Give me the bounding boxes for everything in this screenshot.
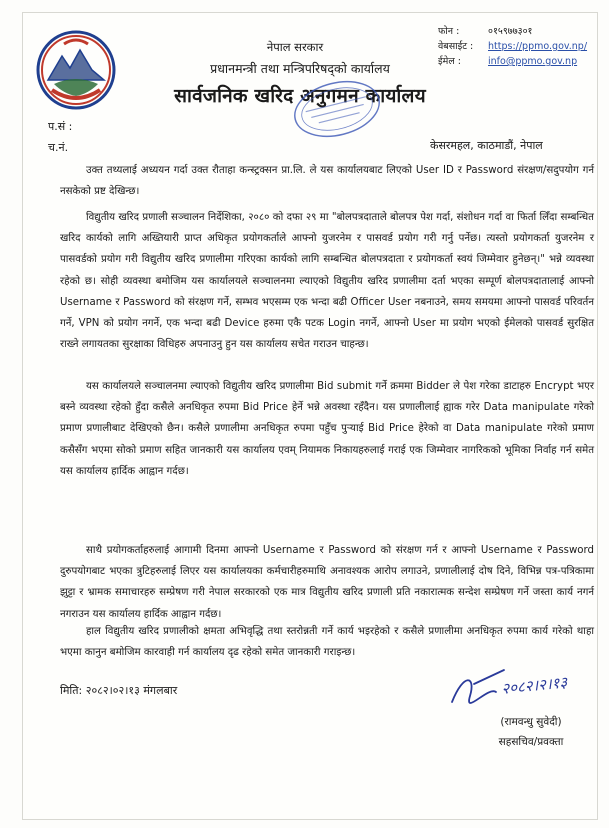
- handwritten-signature: [444, 662, 594, 712]
- body-paragraph-3: यस कार्यालयले सञ्चालनमा ल्याएको विद्युतीय खरिद प्रणालीमा Bid submit गर्ने क्रममा Bidder ले पेश गरेका डाटाहरु Encrypt भएर बस्ने व्यवस्था रहेको हुँदा कसैले अनधिकृत रुपमा Bid Price हेर्ने भन्ने अवस्था रहँदैन। यस प्रणालीलाई ह्याक गरेर Data manipulate गरेको प्रमाण प्रणालीबाट देखिएको छैन। कसैले प्रणालीमा अनधिकृत रुपमा पहुँच पुऱ्याई Bid Price हेरेको वा Data manipulate गरेको प्रमाण कसैसँग भएमा सोको प्रमाण सहित जानकारी यस कार्यालय एवम् नियामक निकायहरुलाई गराई एक जिम्मेवार नागरिकको भूमिका निर्वाह गर्न समेत यस कार्यालय हार्दिक आह्वान गर्दछ।: [60, 381, 594, 477]
- contact-block: [438, 24, 598, 69]
- letter-number: प.सं :: [48, 120, 73, 133]
- signatory-name: (रामवन्धु सुवेदी): [500, 716, 562, 728]
- email-row: [438, 54, 598, 69]
- handwritten-date: २०८२।२।१३: [500, 673, 569, 698]
- email-link[interactable]: info@ppmo.gov.np: [488, 56, 578, 67]
- website-label: वेबसाईट :: [438, 41, 474, 52]
- body-paragraph-2: विद्युतीय खरिद प्रणाली सञ्चालन निर्देशिका, २०८० को दफा २९ मा "बोलपत्रदाताले बोलपत्र पेश गर्दा, संशोधन गर्दा वा फिर्ता लिँदा सम्बन्धित खरिद कार्यको लागि अख्तियारी प्राप्त अधिकृत प्रयोगकर्ताले आफ्नो युजरनेम र पासवर्ड प्रयोग गरी गर्नु पर्नेछ। त्यस्तो प्रयोगकर्ता युजरनेम र पासवर्डको प्रयोग गरी विद्युतीय खरिद प्रणालीमा गरिएका कार्यको लागि सम्बन्धित बोलपत्रदाता र प्रयोगकर्ता स्वयं जिम्मेवार हुनेछन्।" भन्ने व्यवस्था रहेको छ। सोही व्यवस्था बमोजिम यस कार्यालयले सञ्चालनमा ल्याएको विद्युतीय खरिद प्रणालीमा दर्ता भएका सम्पूर्ण बोलपत्रदातालाई आफ्नो Username र Password को संरक्षण गर्ने, सम्भव भएसम्म एक भन्दा बढी Officer User नबनाउने, समय समयमा आफ्नो पासवर्ड परिवर्तन गर्ने, VPN को प्रयोग नगर्ने, एक भन्दा बढी Device हरुमा एकै पटक Login नगर्ने, आफ्नो User मा प्रयोग भएको ईमेलको पासवर्ड सुरक्षित राख्ने लगायतका सुरक्षाका विधिहरु अपनाउनु हुन यस कार्यालय सचेत गराउन चाहन्छ।: [60, 212, 594, 351]
- phone-number: ०१५९७७३०१: [488, 26, 533, 37]
- body-paragraph-5: हाल विद्युतीय खरिद प्रणालीको क्षमता अभिवृद्धि तथा स्तरोन्नती गर्ने कार्य भइरहेको र कसैले प्रणालीमा अनधिकृत रुपमा कार्य गरेको थाहा भएमा कानुन बमोजिम कारवाही गर्न कार्यालय दृढ रहेको समेत जानकारी गराइन्छ।: [60, 626, 594, 659]
- body-paragraph-4: साथै प्रयोगकर्ताहरुलाई आगामी दिनमा आफ्नो Username र Password को संरक्षण गर्न र आफ्नो Username र Password दुरुपयोगबाट भएका त्रुटिहरुलाई लिएर यस कार्यालयका कर्मचारीहरुमाथि अनावश्यक आरोप लगाउने, प्रणालीलाई दोष दिने, विभिन्न पत्र-पत्रिकामा झुट्टा र भ्रामक समाचारहरु सम्प्रेषण गरी नेपाल सरकारको एक मात्र विद्युतीय खरिद प्रणाली प्रति नकारात्मक सन्देश सम्प्रेषण गर्ने जस्ता कार्य नगर्न नगराउन यस कार्यालय हार्दिक आह्वान गर्दछ।: [60, 545, 594, 620]
- website-link[interactable]: https://ppmo.gov.np/: [488, 41, 588, 52]
- phone-row: [438, 24, 598, 39]
- reference-block: [48, 116, 72, 158]
- website-row: [438, 39, 598, 54]
- body-paragraph-1: उक्त तथ्यलाई अध्ययन गर्दा उक्त रौताहा कन्स्ट्रक्सन प्रा.लि. ले यस कार्यालयबाट लिएको User ID र Password संरक्षण/सदुपयोग गर्न नसकेको प्रष्ट देखिन्छ।: [60, 165, 594, 198]
- letter-date: मिति: २०८२।०२।१३ मंगलबार: [60, 684, 178, 697]
- office-location: केसरमहल, काठमाडौं, नेपाल: [430, 139, 543, 152]
- dispatch-number: च.नं.: [48, 141, 69, 154]
- phone-label: फोन :: [438, 26, 460, 37]
- signatory-block: [476, 712, 586, 752]
- ministry-name: प्रधानमन्त्री तथा मन्त्रिपरिषद्को कार्यालय: [210, 61, 390, 76]
- nepal-emblem-icon: [34, 28, 118, 112]
- government-name: नेपाल सरकार: [266, 40, 324, 54]
- office-name: सार्वजनिक खरिद अनुगमन कार्यालय: [174, 85, 426, 107]
- signatory-designation: सहसचिव/प्रवक्ता: [498, 736, 564, 748]
- email-label: ईमेल :: [438, 56, 462, 67]
